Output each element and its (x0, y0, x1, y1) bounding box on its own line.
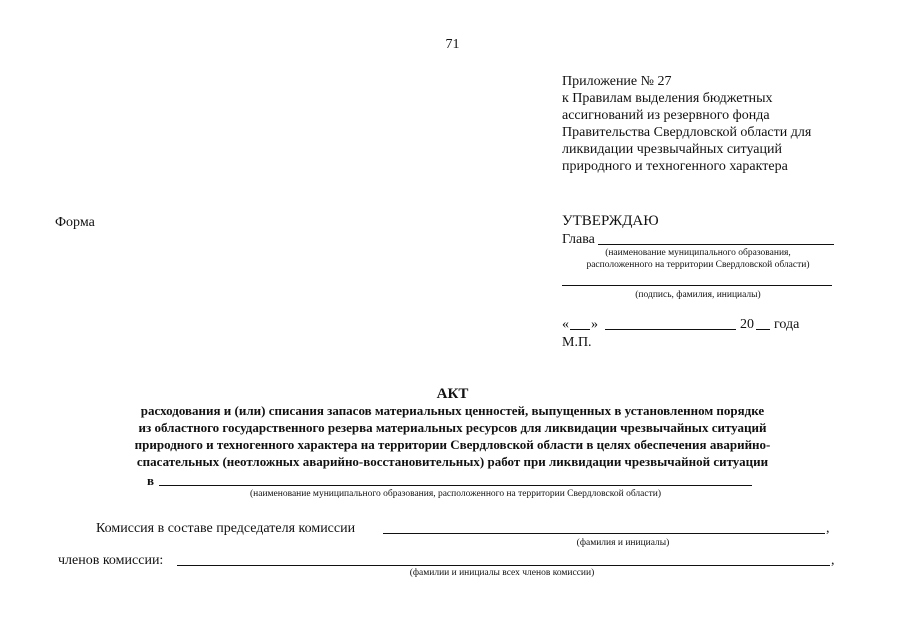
act-heading-line: природного и техногенного характера на территории Свердловской области в целях обеспечения аварийно- (134, 437, 771, 452)
date-year-prefix: 20 (740, 317, 754, 332)
appendix-line: ликвидации чрезвычайных ситуаций (562, 142, 782, 157)
date-day-line[interactable] (570, 329, 590, 330)
signature-line[interactable] (562, 285, 832, 286)
appendix-line: природного и техногенного характера (562, 159, 788, 174)
members-caption: (фамилии и инициалы всех членов комиссии) (409, 568, 595, 578)
head-caption-2: расположенного на территории Свердловской области) (586, 260, 810, 270)
chair-caption: (фамилия и инициалы) (576, 538, 670, 548)
signature-caption: (подпись, фамилия, инициалы) (635, 290, 761, 300)
members-label: членов комиссии: (58, 553, 164, 568)
head-name-line[interactable] (598, 244, 834, 245)
appendix-block (562, 73, 811, 175)
date-close-quote: » (591, 317, 598, 332)
members-comma: , (831, 553, 835, 568)
date-month-line[interactable] (605, 329, 736, 330)
chair-label: Комиссия в составе председателя комиссии (96, 521, 356, 536)
members-names-line[interactable] (177, 565, 830, 566)
form-label: Форма (55, 215, 95, 230)
appendix-line: ассигнований из резервного фонда (562, 108, 770, 123)
date-year-suffix: года (774, 317, 800, 332)
act-heading-line: из областного государственного резерва материальных ресурсов для ликвидации чрезвычайных ситуаций (138, 420, 767, 435)
head-caption-1: (наименование муниципального образования, (605, 248, 791, 258)
act-heading-line: спасательных (неотложных аварийно-восстановительных) работ при ликвидации чрезвычайной ситуации (136, 454, 769, 469)
appendix-line: к Правилам выделения бюджетных (562, 91, 773, 106)
appendix-line: Приложение № 27 (562, 74, 672, 89)
chair-comma: , (826, 521, 830, 536)
appendix-line: Правительства Свердловской области для (562, 125, 812, 140)
head-label: Глава (562, 232, 595, 247)
act-in-caption: (наименование муниципального образования, расположенного на территории Свердловской области) (249, 489, 662, 499)
page-number: 71 (445, 37, 460, 52)
act-municipality-line[interactable] (159, 485, 752, 486)
act-in-label: в (147, 473, 155, 488)
approval-title: УТВЕРЖДАЮ (562, 213, 659, 229)
act-heading-line: расходования и (или) списания запасов материальных ценностей, выпущенных в установленном порядке (140, 403, 765, 418)
seal-label: М.П. (562, 335, 592, 350)
date-open-quote: « (562, 317, 569, 332)
act-title: АКТ (436, 386, 469, 402)
date-year-line[interactable] (756, 329, 770, 330)
chair-name-line[interactable] (383, 533, 825, 534)
